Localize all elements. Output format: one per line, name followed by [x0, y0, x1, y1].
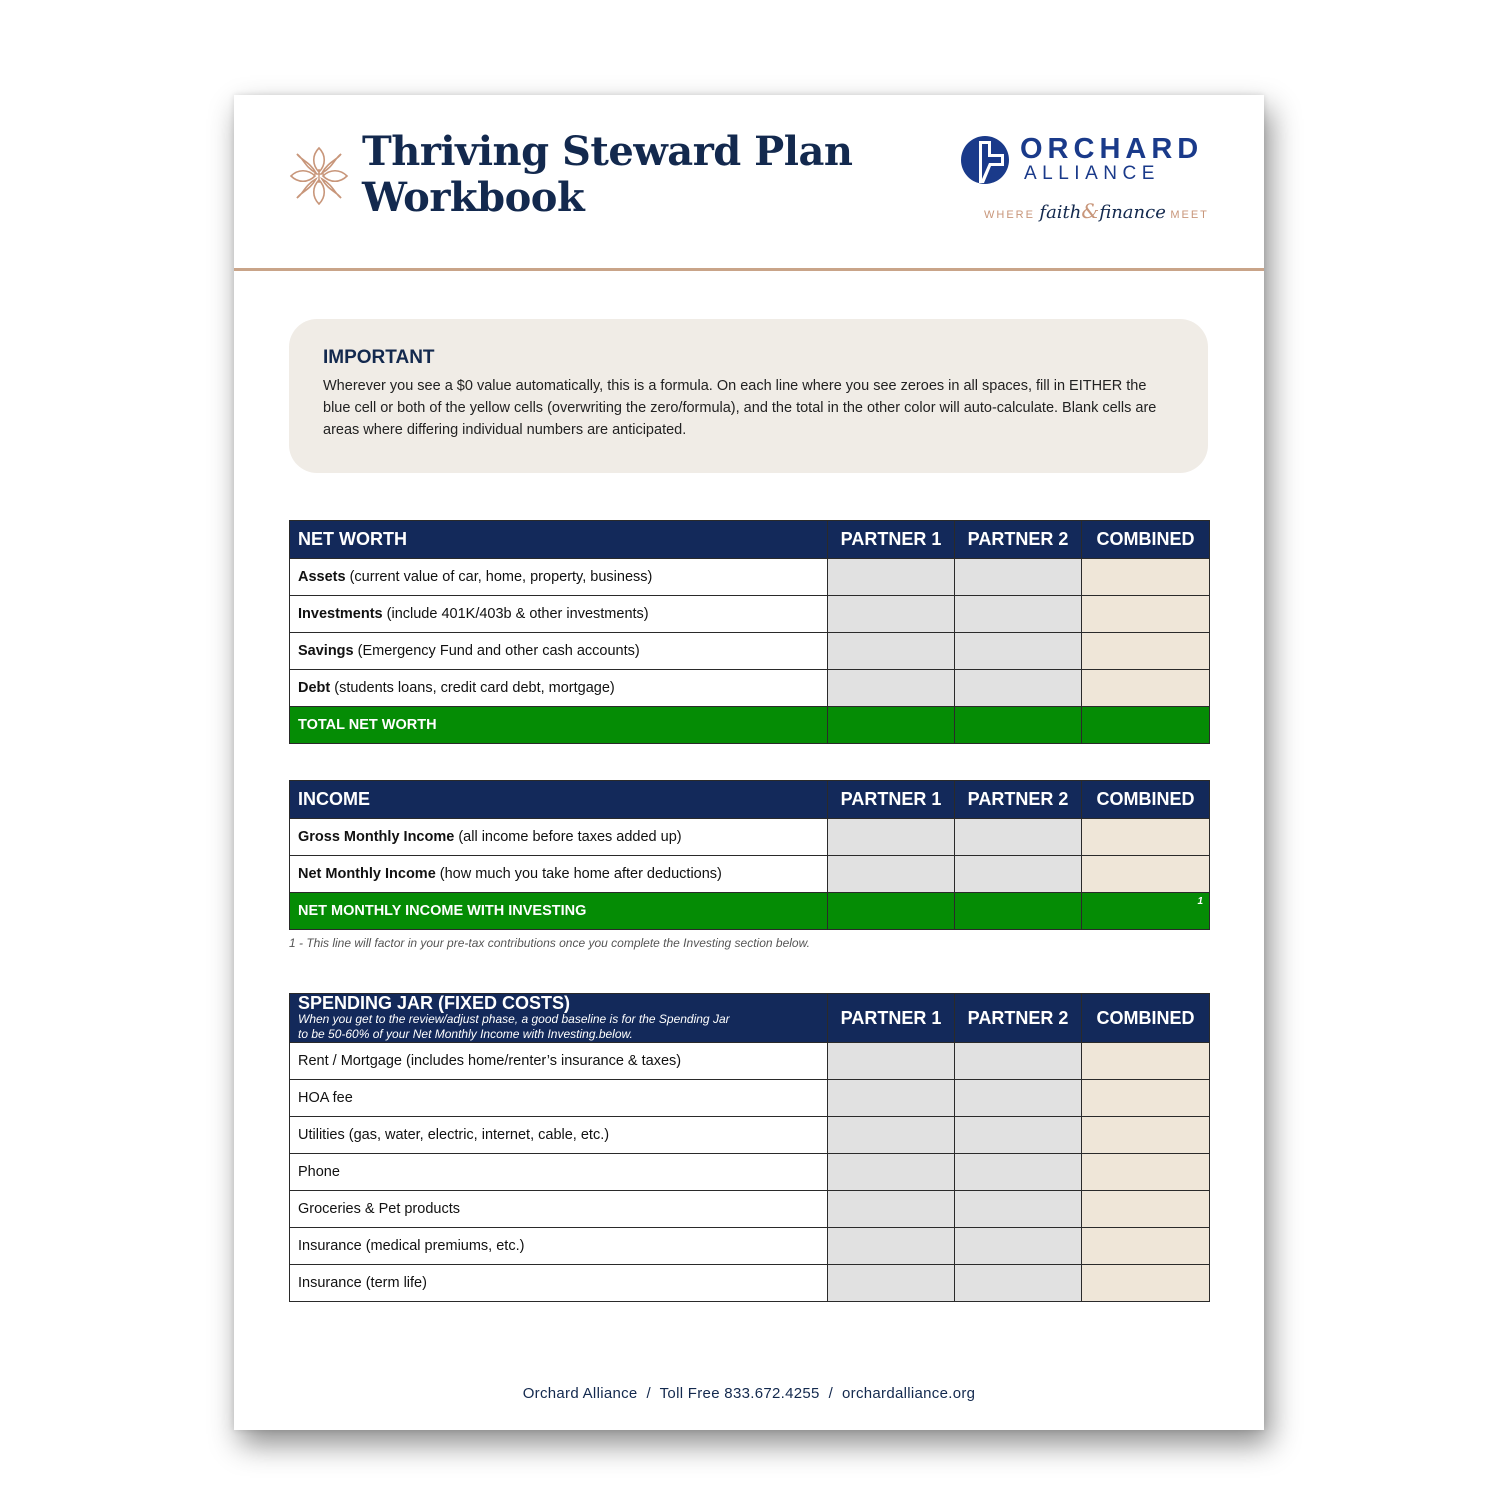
income-footnote: 1 - This line will factor in your pre-tax contributions once you complete the Investing section below. — [289, 936, 810, 950]
flower-cross-icon — [288, 145, 350, 207]
partner-1-cell[interactable] — [828, 559, 955, 596]
row-label: HOA fee — [290, 1080, 828, 1117]
net-worth-table — [289, 520, 1210, 744]
combined-cell[interactable] — [1082, 1154, 1210, 1191]
logo-tagline — [984, 199, 1209, 227]
partner-2-total-cell — [955, 893, 1082, 930]
partner-1-cell[interactable] — [828, 1228, 955, 1265]
spending-jar-subtitle-2: to be 50-60% of your Net Monthly Income with Investing.below. — [298, 1027, 633, 1041]
row-label — [290, 856, 828, 893]
table-row — [290, 1265, 1210, 1302]
table-row — [290, 633, 1210, 670]
partner-1-header: PARTNER 1 — [828, 781, 955, 819]
partner-2-cell[interactable] — [955, 559, 1082, 596]
combined-cell[interactable] — [1082, 819, 1210, 856]
partner-2-cell[interactable] — [955, 1117, 1082, 1154]
row-label-rest: (Emergency Fund and other cash accounts) — [353, 643, 640, 659]
row-label: Rent / Mortgage (includes home/renter’s insurance & taxes) — [290, 1043, 828, 1080]
partner-1-cell[interactable] — [828, 670, 955, 707]
table-header-row — [290, 994, 1210, 1043]
total-row — [290, 707, 1210, 744]
partner-1-cell[interactable] — [828, 1043, 955, 1080]
combined-cell[interactable] — [1082, 856, 1210, 893]
partner-2-cell[interactable] — [955, 1265, 1082, 1302]
row-label-bold: Investments — [298, 606, 383, 622]
row-label-rest: (current value of car, home, property, business) — [345, 569, 653, 585]
important-body: Wherever you see a $0 value automatically, this is a formula. On each line where you see zeroes in all spaces, fill in EITHER the blue cell or both of the yellow cells (overwriting the zero/formula), and the total in the other color will auto-calculate. Blank cells are areas where differing individual numbers are anticipated. — [323, 378, 1157, 438]
table-row — [290, 819, 1210, 856]
net-worth-title: NET WORTH — [290, 521, 828, 559]
table-row — [290, 1191, 1210, 1228]
total-row — [290, 893, 1210, 930]
total-net-worth-label: TOTAL NET WORTH — [290, 707, 828, 744]
combined-header: COMBINED — [1082, 994, 1210, 1043]
partner-1-header: PARTNER 1 — [828, 994, 955, 1043]
net-monthly-income-with-investing-label: NET MONTHLY INCOME WITH INVESTING — [290, 893, 828, 930]
partner-1-cell[interactable] — [828, 1117, 955, 1154]
logo-word-alliance: ALLIANCE — [1024, 163, 1160, 184]
income-table — [289, 780, 1210, 930]
row-label — [290, 596, 828, 633]
table-row — [290, 1043, 1210, 1080]
combined-total-cell — [1082, 707, 1210, 744]
table-row — [290, 1117, 1210, 1154]
title-line-2: Workbook — [362, 174, 585, 221]
logo-mark-icon — [960, 135, 1010, 185]
combined-cell[interactable] — [1082, 670, 1210, 707]
table-row — [290, 596, 1210, 633]
income-title: INCOME — [290, 781, 828, 819]
partner-2-cell[interactable] — [955, 633, 1082, 670]
partner-2-cell[interactable] — [955, 596, 1082, 633]
row-label-bold: Gross Monthly Income — [298, 829, 455, 845]
row-label-rest: (include 401K/403b & other investments) — [382, 606, 649, 622]
table-header-row — [290, 521, 1210, 559]
partner-1-cell[interactable] — [828, 819, 955, 856]
row-label — [290, 670, 828, 707]
partner-1-cell[interactable] — [828, 856, 955, 893]
page-footer: Orchard Alliance / Toll Free 833.672.4255 / orchardalliance.org — [522, 1385, 976, 1402]
partner-2-header: PARTNER 2 — [955, 994, 1082, 1043]
orchard-alliance-logo — [958, 133, 1218, 227]
combined-cell[interactable] — [1082, 1117, 1210, 1154]
combined-cell[interactable] — [1082, 1191, 1210, 1228]
row-label: Groceries & Pet products — [290, 1191, 828, 1228]
header-divider — [234, 268, 1264, 271]
table-row — [290, 559, 1210, 596]
row-label — [290, 559, 828, 596]
partner-1-cell[interactable] — [828, 1191, 955, 1228]
partner-1-total-cell — [828, 893, 955, 930]
spending-jar-header — [290, 994, 828, 1043]
partner-2-cell[interactable] — [955, 1080, 1082, 1117]
row-label: Phone — [290, 1154, 828, 1191]
combined-cell[interactable] — [1082, 1080, 1210, 1117]
combined-cell[interactable] — [1082, 1043, 1210, 1080]
table-row — [290, 1080, 1210, 1117]
tagline-meet: MEET — [1170, 209, 1209, 221]
partner-1-cell[interactable] — [828, 1154, 955, 1191]
title-line-1: Thriving Steward Plan — [362, 128, 853, 175]
footnote-marker: 1 — [1197, 896, 1203, 907]
partner-2-header: PARTNER 2 — [955, 521, 1082, 559]
row-label-bold: Savings — [298, 643, 354, 659]
page-title — [362, 129, 852, 221]
table-row — [290, 1228, 1210, 1265]
spending-jar-table — [289, 993, 1210, 1302]
row-label-bold: Debt — [298, 680, 331, 696]
row-label-rest: (all income before taxes added up) — [454, 829, 682, 845]
combined-header: COMBINED — [1082, 521, 1210, 559]
partner-2-header: PARTNER 2 — [955, 781, 1082, 819]
tagline-where: WHERE — [984, 209, 1035, 221]
partner-2-cell[interactable] — [955, 819, 1082, 856]
row-label-bold: Assets — [298, 569, 346, 585]
row-label: Insurance (medical premiums, etc.) — [290, 1228, 828, 1265]
partner-2-cell[interactable] — [955, 1043, 1082, 1080]
important-title: IMPORTANT — [323, 347, 435, 368]
partner-1-cell[interactable] — [828, 1080, 955, 1117]
row-label — [290, 819, 828, 856]
partner-1-total-cell — [828, 707, 955, 744]
table-row — [290, 670, 1210, 707]
tagline-faith: faith — [1039, 202, 1082, 223]
important-notice — [289, 319, 1208, 473]
tagline-ampersand: & — [1081, 199, 1100, 223]
row-label: Insurance (term life) — [290, 1265, 828, 1302]
partner-2-cell[interactable] — [955, 1154, 1082, 1191]
partner-1-cell[interactable] — [828, 633, 955, 670]
row-label-rest: (students loans, credit card debt, mortgage) — [330, 680, 615, 696]
partner-1-cell[interactable] — [828, 596, 955, 633]
spending-jar-subtitle-1: When you get to the review/adjust phase, a good baseline is for the Spending Jar — [298, 1012, 730, 1026]
combined-total-cell — [1082, 893, 1210, 930]
partner-2-cell[interactable] — [955, 1191, 1082, 1228]
logo-word-orchard: ORCHARD — [1020, 133, 1204, 165]
partner-2-cell[interactable] — [955, 670, 1082, 707]
table-row — [290, 1154, 1210, 1191]
partner-1-cell[interactable] — [828, 1265, 955, 1302]
combined-cell[interactable] — [1082, 559, 1210, 596]
workbook-page — [234, 95, 1264, 1430]
combined-cell[interactable] — [1082, 633, 1210, 670]
row-label: Utilities (gas, water, electric, internet, cable, etc.) — [290, 1117, 828, 1154]
partner-1-header: PARTNER 1 — [828, 521, 955, 559]
table-row — [290, 856, 1210, 893]
partner-2-total-cell — [955, 707, 1082, 744]
row-label-bold: Net Monthly Income — [298, 866, 436, 882]
spending-jar-title: SPENDING JAR (FIXED COSTS) — [298, 993, 571, 1013]
combined-cell[interactable] — [1082, 1228, 1210, 1265]
tagline-finance: finance — [1099, 202, 1166, 223]
row-label — [290, 633, 828, 670]
partner-2-cell[interactable] — [955, 1228, 1082, 1265]
combined-header: COMBINED — [1082, 781, 1210, 819]
partner-2-cell[interactable] — [955, 856, 1082, 893]
table-header-row — [290, 781, 1210, 819]
row-label-rest: (how much you take home after deductions) — [435, 866, 722, 882]
combined-cell[interactable] — [1082, 596, 1210, 633]
combined-cell[interactable] — [1082, 1265, 1210, 1302]
page-header — [234, 95, 1264, 270]
